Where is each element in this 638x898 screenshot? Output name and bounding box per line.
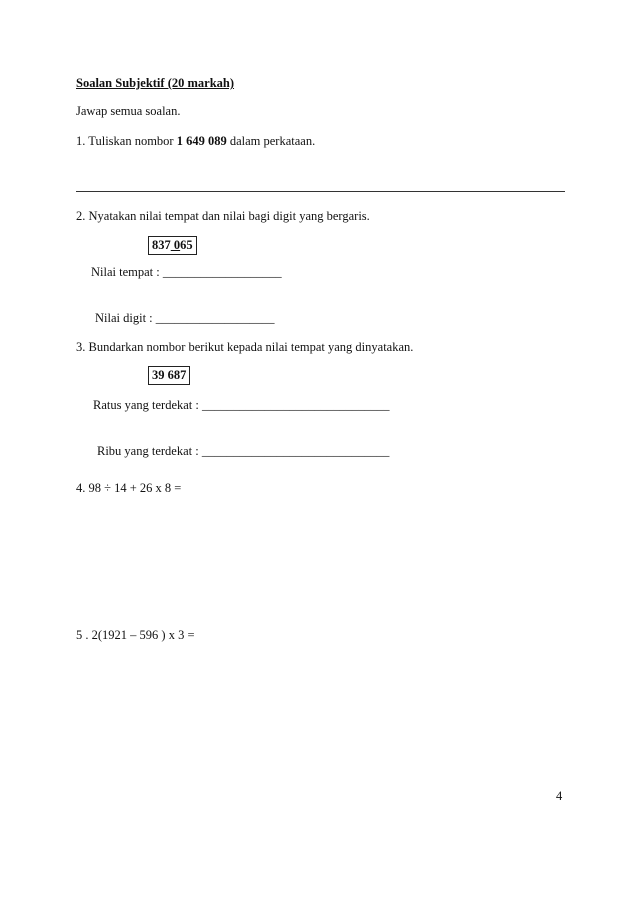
question-2: 2. Nyatakan nilai tempat dan nilai bagi digit yang bergaris. (76, 209, 370, 223)
instruction-text: Jawap semua soalan. (76, 104, 181, 118)
hundreds-answer: Ratus yang terdekat : ______________________________ (93, 398, 390, 412)
question-3: 3. Bundarkan nombor berikut kepada nilai tempat yang dinyatakan. (76, 340, 414, 354)
question-2-number-part2: 65 (180, 238, 193, 252)
question-2-underlined-digit: 0 (170, 238, 181, 252)
section-title: Soalan Subjektif (20 markah) (76, 76, 235, 90)
page-number: 4 (556, 789, 563, 803)
digit-value-answer: Nilai digit : ___________________ (95, 311, 275, 325)
question-1-prefix: 1. Tuliskan nombor (76, 134, 177, 148)
question-3-number-box: 39 687 (148, 366, 190, 385)
question-1 (76, 134, 315, 149)
question-1-number: 1 649 089 (176, 134, 227, 148)
question-2-number-box (148, 236, 197, 255)
answer-line (76, 191, 565, 192)
place-value-answer: Nilai tempat : ___________________ (91, 265, 282, 279)
question-5: 5 . 2(1921 – 596 ) x 3 = (76, 628, 195, 642)
question-4: 4. 98 ÷ 14 + 26 x 8 = (76, 481, 182, 495)
question-2-number-part1: 837 (152, 238, 171, 252)
thousands-answer: Ribu yang terdekat : ______________________________ (97, 444, 390, 458)
question-1-suffix: dalam perkataan. (226, 134, 316, 148)
